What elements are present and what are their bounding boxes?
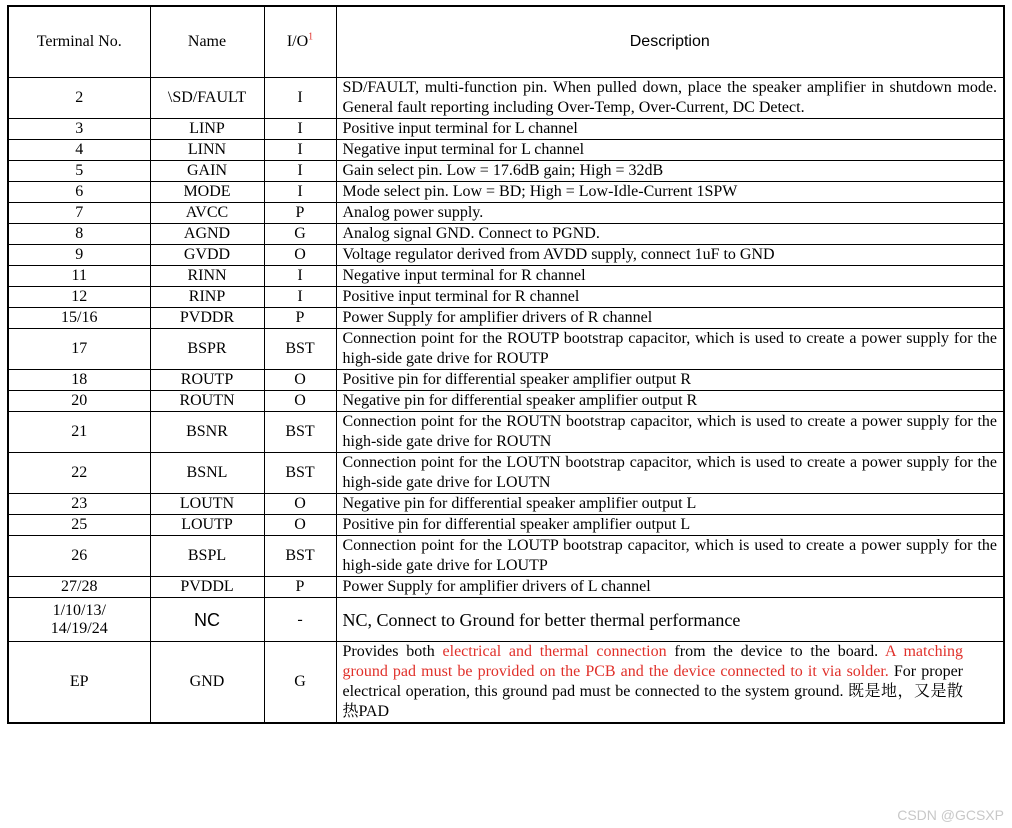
cell-description: Positive input terminal for L channel (336, 119, 1004, 140)
cell-terminal: 26 (8, 536, 150, 577)
cell-terminal: 21 (8, 412, 150, 453)
cell-io: O (264, 391, 336, 412)
cell-terminal: 20 (8, 391, 150, 412)
cell-io: I (264, 161, 336, 182)
cell-name: RINN (150, 266, 264, 287)
header-row (8, 6, 1004, 78)
cell-io: BST (264, 329, 336, 370)
cell-io: I (264, 78, 336, 119)
cell-name: AGND (150, 224, 264, 245)
cell-io: I (264, 182, 336, 203)
cell-description: Positive input terminal for R channel (336, 287, 1004, 308)
table-row (8, 412, 1004, 453)
cell-io: BST (264, 453, 336, 494)
table-row (8, 391, 1004, 412)
cell-io: I (264, 140, 336, 161)
cell-io: I (264, 119, 336, 140)
cell-description: Negative input terminal for L channel (336, 140, 1004, 161)
cell-name: MODE (150, 182, 264, 203)
ep-desc-part-3: For proper electrical operation, this ground pad must be connected to the system ground. 既是地，又是散热PAD (342, 663, 963, 720)
cell-description: Negative pin for differential speaker amplifier output R (336, 391, 1004, 412)
cell-terminal: 25 (8, 515, 150, 536)
cell-terminal: 8 (8, 224, 150, 245)
cell-description: Connection point for the LOUTN bootstrap capacitor, which is used to create a power supply for the high-side gate drive for LOUTN (336, 453, 1004, 494)
table-row-nc (8, 598, 1004, 642)
cell-terminal: 27/28 (8, 577, 150, 598)
ep-desc-part-1: Provides both (342, 643, 443, 660)
cell-name: GAIN (150, 161, 264, 182)
cell-terminal: 3 (8, 119, 150, 140)
cell-io: BST (264, 412, 336, 453)
cell-description: Analog power supply. (336, 203, 1004, 224)
cell-terminal: 23 (8, 494, 150, 515)
cell-terminal: EP (8, 642, 150, 724)
cell-terminal: 9 (8, 245, 150, 266)
cell-description: Gain select pin. Low = 17.6dB gain; High = 32dB (336, 161, 1004, 182)
cell-name: ROUTP (150, 370, 264, 391)
cell-io: O (264, 494, 336, 515)
cell-description: Power Supply for amplifier drivers of L channel (336, 577, 1004, 598)
ep-desc-highlight-1: electrical and thermal connection (442, 643, 667, 660)
cell-description: Positive pin for differential speaker amplifier output L (336, 515, 1004, 536)
cell-terminal (8, 598, 150, 642)
cell-terminal: 5 (8, 161, 150, 182)
table-row (8, 453, 1004, 494)
cell-name: LOUTN (150, 494, 264, 515)
cell-name: PVDDR (150, 308, 264, 329)
table-row (8, 577, 1004, 598)
cell-description: Connection point for the ROUTP bootstrap capacitor, which is used to create a power supply for the high-side gate drive for ROUTP (336, 329, 1004, 370)
cell-terminal: 6 (8, 182, 150, 203)
watermark: CSDN @GCSXP (897, 807, 1004, 823)
cell-description: Power Supply for amplifier drivers of R channel (336, 308, 1004, 329)
cell-name: LOUTP (150, 515, 264, 536)
cell-description: Connection point for the LOUTP bootstrap capacitor, which is used to create a power supply for the high-side gate drive for LOUTP (336, 536, 1004, 577)
cell-name: LINP (150, 119, 264, 140)
cell-terminal: 7 (8, 203, 150, 224)
cell-io: I (264, 266, 336, 287)
table-row (8, 308, 1004, 329)
table-row (8, 245, 1004, 266)
cell-io: O (264, 245, 336, 266)
cell-name: RINP (150, 287, 264, 308)
cell-io: P (264, 577, 336, 598)
table-row (8, 494, 1004, 515)
cell-description (336, 642, 1004, 724)
cell-io: - (264, 598, 336, 642)
cell-name: \SD/FAULT (150, 78, 264, 119)
cell-description: Positive pin for differential speaker amplifier output R (336, 370, 1004, 391)
table-row (8, 78, 1004, 119)
table-row (8, 203, 1004, 224)
table-row (8, 329, 1004, 370)
cell-io: BST (264, 536, 336, 577)
cell-description: NC, Connect to Ground for better thermal performance (336, 598, 1004, 642)
table-row (8, 182, 1004, 203)
table-row (8, 224, 1004, 245)
cell-terminal: 15/16 (8, 308, 150, 329)
cell-name: GVDD (150, 245, 264, 266)
pin-table (7, 5, 1005, 724)
header-terminal: Terminal No. (8, 6, 150, 78)
cell-io: I (264, 287, 336, 308)
header-io-footnote: 1 (308, 31, 314, 43)
cell-terminal: 22 (8, 453, 150, 494)
cell-terminal: 12 (8, 287, 150, 308)
cell-name: AVCC (150, 203, 264, 224)
table-row (8, 140, 1004, 161)
table-row (8, 161, 1004, 182)
cell-terminal: 2 (8, 78, 150, 119)
cell-name: NC (150, 598, 264, 642)
ep-desc-part-2: from the device to the board. (666, 643, 886, 660)
terminal-line-2: 14/19/24 (50, 619, 108, 637)
cell-terminal: 18 (8, 370, 150, 391)
ep-desc-highlight-2: A matching ground pad must be provided on the PCB and the device connected to it via solder. (342, 643, 964, 680)
cell-name: BSNL (150, 453, 264, 494)
table-row (8, 370, 1004, 391)
cell-description: SD/FAULT, multi-function pin. When pulled down, place the speaker amplifier in shutdown mode. General fault reporting including Over-Temp, Over-Current, DC Detect. (336, 78, 1004, 119)
cell-name: ROUTN (150, 391, 264, 412)
cell-io: O (264, 370, 336, 391)
cell-terminal: 11 (8, 266, 150, 287)
cell-name: BSPL (150, 536, 264, 577)
header-name: Name (150, 6, 264, 78)
cell-description: Negative input terminal for R channel (336, 266, 1004, 287)
table-row (8, 266, 1004, 287)
cell-description: Negative pin for differential speaker amplifier output L (336, 494, 1004, 515)
cell-description: Analog signal GND. Connect to PGND. (336, 224, 1004, 245)
cell-terminal: 17 (8, 329, 150, 370)
cell-terminal: 4 (8, 140, 150, 161)
cell-description: Voltage regulator derived from AVDD supply, connect 1uF to GND (336, 245, 1004, 266)
cell-description: Connection point for the ROUTN bootstrap capacitor, which is used to create a power supply for the high-side gate drive for ROUTN (336, 412, 1004, 453)
cell-name: BSNR (150, 412, 264, 453)
table-row (8, 536, 1004, 577)
terminal-line-1: 1/10/13/ (52, 601, 106, 619)
cell-name: PVDDL (150, 577, 264, 598)
cell-io: G (264, 642, 336, 724)
cell-io: P (264, 308, 336, 329)
table-row (8, 119, 1004, 140)
cell-name: LINN (150, 140, 264, 161)
cell-io: O (264, 515, 336, 536)
header-io-label: I/O (286, 33, 309, 50)
header-io (264, 6, 336, 78)
table-row (8, 515, 1004, 536)
header-description: Description (336, 6, 1004, 78)
table-row (8, 287, 1004, 308)
table-row-ep (8, 642, 1004, 724)
cell-name: BSPR (150, 329, 264, 370)
cell-name: GND (150, 642, 264, 724)
cell-io: G (264, 224, 336, 245)
cell-io: P (264, 203, 336, 224)
cell-description: Mode select pin. Low = BD; High = Low-Idle-Current 1SPW (336, 182, 1004, 203)
